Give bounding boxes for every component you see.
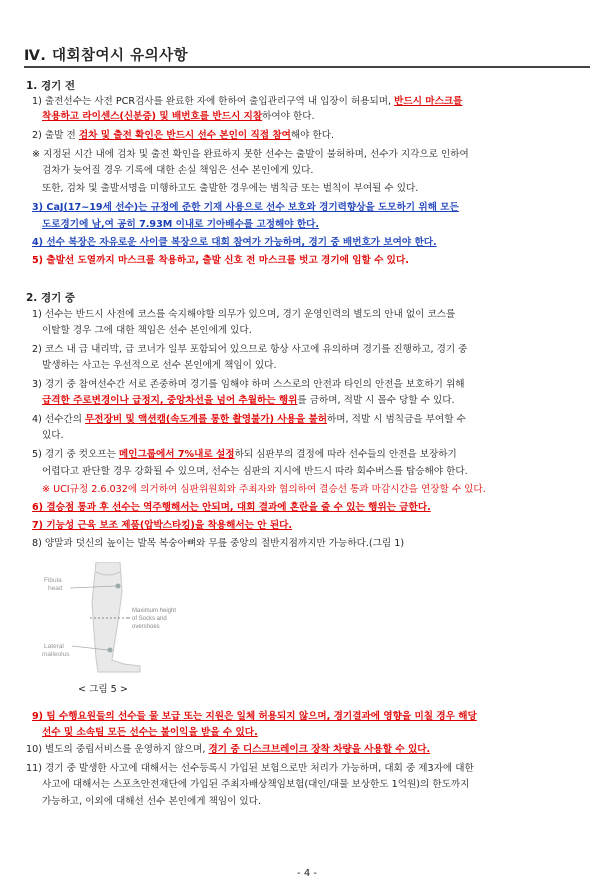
figure-label-fibula: Fibula xyxy=(44,577,62,584)
figure-label-socks: of Socks and xyxy=(132,616,167,622)
text-span: 1) 출전선수는 사전 PCR검사를 완료한 자에 한하여 출입관리구역 내 입장이 허용되며, xyxy=(32,96,395,107)
text-span: 를 금하며, 적발 시 몰수 당할 수 있다. xyxy=(297,395,455,406)
pre-note-line3: 또한, 검차 및 출발서명을 미행하고도 출발한 경우에는 범칙금 또는 벌칙이 부여될 수 있다. xyxy=(42,183,419,194)
during-item-5-note: ※ UCI규정 2.6.032에 의거하여 심판위원회와 주최자와 협의하여 결승선 통과 마감시간을 연장할 수 있다. xyxy=(42,484,486,495)
text-span: 해야 한다. xyxy=(290,130,335,141)
pre-item-1-line2 xyxy=(42,109,315,124)
during-item-11-line3: 가능하고, 이외에 대해선 선수 본인에게 책임이 있다. xyxy=(42,796,262,807)
page-title: Ⅳ. 대회참여시 유의사항 xyxy=(24,48,189,64)
pre-item-1-line1 xyxy=(32,94,462,109)
during-item-1-line2: 이탈할 경우 그에 대한 책임은 선수 본인에게 있다. xyxy=(42,325,252,336)
text-span: 10) 별도의 중립서비스를 운영하지 않으며, xyxy=(26,744,209,755)
figure-label-malleolus: malleolus xyxy=(42,651,70,658)
during-item-3-line2 xyxy=(42,393,455,408)
pre-note-line2: 검차가 늦어질 경우 기록에 대한 손실 책임은 선수 본인에게 있다. xyxy=(42,165,314,176)
during-item-7: 7) 기능성 근육 보조 제품(압박스타킹)을 착용해서는 안 된다. xyxy=(32,520,293,531)
during-item-11-line2: 사고에 대해서는 스포츠안전재단에 가입된 주최자배상책임보험(대인/대물 보상한도 1억원)의 한도까지 xyxy=(42,779,470,790)
during-item-6: 6) 결승점 통과 후 선수는 역주행해서는 안되며, 대회 결과에 혼란을 줄 수 있는 행위는 금한다. xyxy=(32,502,431,513)
text-span: 5) 경기 중 컷오프는 xyxy=(32,449,119,460)
section-title-during: 2. 경기 중 xyxy=(26,292,76,304)
pre-item-5: 5) 출발선 도열까지 마스크를 착용하고, 출발 신호 전 마스크를 벗고 경기에 임할 수 있다. xyxy=(32,255,409,266)
emphasis-span: 무전장비 및 액션캠(속도계를 통한 촬영불가) 사용을 불허 xyxy=(85,414,327,425)
figure-label-head: head xyxy=(48,585,63,592)
emphasis-span: 반드시 마스크를 xyxy=(394,96,463,107)
during-item-2-line1: 2) 코스 내 급 내리막, 급 코너가 일부 포함되어 있으므로 항상 사고에 유의하며 경기를 진행하고, 경기 중 xyxy=(32,344,468,355)
figure-label-overshoes: overshoes xyxy=(132,624,160,630)
text-span: 하여야 한다. xyxy=(262,111,315,122)
during-item-2-line2: 발생하는 사고는 우선적으로 선수 본인에게 책임이 있다. xyxy=(42,360,277,371)
figure-caption: < 그림 5 > xyxy=(78,684,128,695)
during-item-5-line2: 어렵다고 판단할 경우 강화될 수 있으며, 선수는 심판의 지시에 반드시 따라 회수버스를 탑승해야 한다. xyxy=(42,466,468,477)
text-span: 4) 선수간의 xyxy=(32,414,86,425)
page-number: - 4 - xyxy=(297,868,317,879)
text-span: 2) 출발 전 xyxy=(32,130,79,141)
during-item-9-line2: 선수 및 소속팀 모든 선수는 불이익을 받을 수 있다. xyxy=(42,727,258,738)
text-span: 하며, 적발 시 범칙금을 부여할 수 xyxy=(327,414,466,425)
pre-item-3-line2: 도로경기에 남,여 공히 7.93M 이내로 기아배수를 고정해야 한다. xyxy=(42,219,320,230)
emphasis-span: 착용하고 라이센스(신분증) 및 배번호를 반드시 지참 xyxy=(42,111,263,122)
during-item-3-line1: 3) 경기 중 참여선수간 서로 존중하며 경기를 임해야 하며 스스로의 안전과 타인의 안전을 보호하기 위해 xyxy=(32,379,465,390)
pre-item-3-line1: 3) CaJ(17~19세 선수)는 규정에 준한 기재 사용으로 선수 보호와 경기력향상을 도모하기 위해 모든 xyxy=(32,202,459,213)
section-title-pre: 1. 경기 전 xyxy=(26,80,76,92)
emphasis-span: 급격한 주로변경이나 급정지, 중앙차선을 넘어 추월하는 행위 xyxy=(42,395,298,406)
during-item-4-line1 xyxy=(32,412,466,427)
emphasis-span: 경기 중 디스크브레이크 장착 차량을 사용할 수 있다. xyxy=(208,744,431,755)
title-divider xyxy=(24,66,590,68)
text-span: 하되 심판부의 결정에 따라 선수들의 안전을 보장하기 xyxy=(234,449,457,460)
during-item-11-line1: 11) 경기 중 발생한 사고에 대해서는 선수등록시 가입된 보험으로만 처리가 가능하며, 대회 중 제3자에 대한 xyxy=(26,763,474,774)
pre-note-line1: ※ 지정된 시간 내에 검차 및 출전 확인을 완료하지 못한 선수는 출발이 불허하며, 선수가 지각으로 인하여 xyxy=(32,149,469,160)
during-item-5-line1 xyxy=(32,447,457,462)
during-item-8: 8) 양말과 덧신의 높이는 발목 복숭아뼈와 무릎 중앙의 절반지점까지만 가능하다.(그림 1) xyxy=(32,538,405,549)
during-item-4-line2: 있다. xyxy=(42,430,64,441)
pre-item-4: 4) 선수 복장은 자유로운 사이클 복장으로 대회 참여가 가능하며, 경기 중 배번호가 보여야 한다. xyxy=(32,237,437,248)
during-item-9-line1: 9) 팀 수행요원들의 선수들 물 보급 또는 지원은 일체 허용되지 않으며, 경기결과에 영향을 미칠 경우 해당 xyxy=(32,711,477,722)
leg-illustration xyxy=(40,562,200,674)
pre-item-2 xyxy=(32,128,334,143)
emphasis-span: 메인그룹에서 7%내로 설정 xyxy=(118,449,235,460)
during-item-10 xyxy=(26,742,430,757)
emphasis-span: 검차 및 출전 확인은 반드시 선수 본인이 직접 참여 xyxy=(78,130,291,141)
figure-label-maxheight: Maximum height xyxy=(132,608,177,614)
figure-label-lateral: Lateral xyxy=(44,643,64,650)
sock-height-figure xyxy=(40,562,200,674)
during-item-1-line1: 1) 선수는 반드시 사전에 코스를 숙지해야할 의무가 있으며, 경기 운영인력의 별도의 안내 없이 코스를 xyxy=(32,309,456,320)
